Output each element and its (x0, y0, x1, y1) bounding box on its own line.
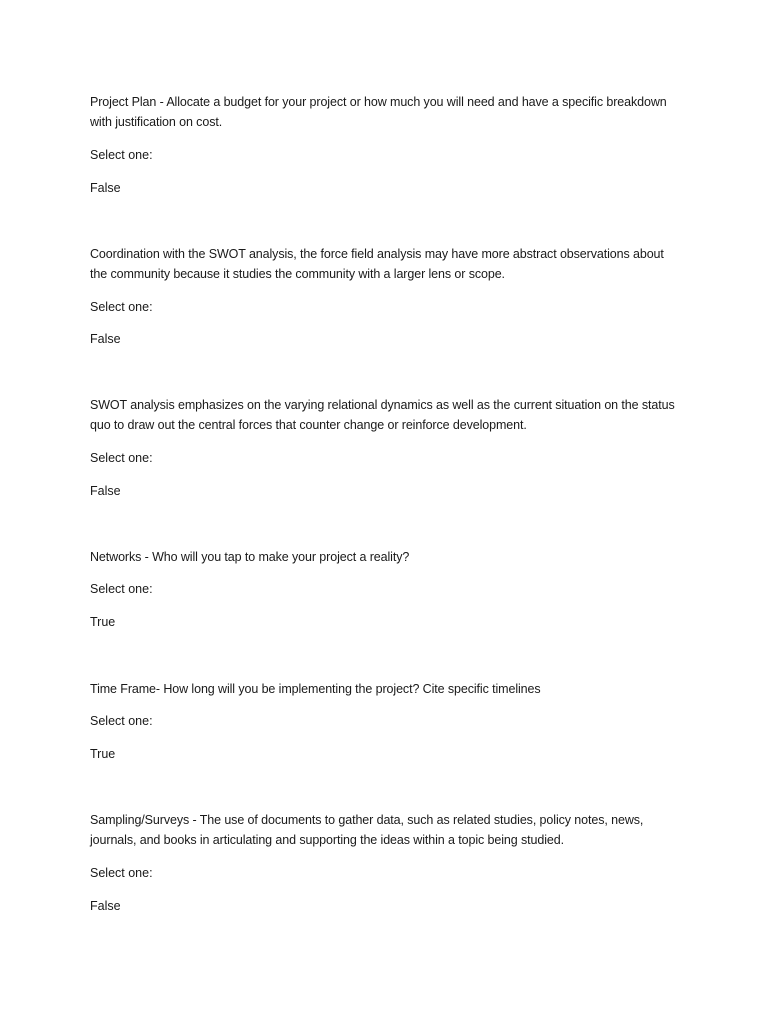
question-block (90, 810, 680, 913)
answer-text: False (90, 181, 121, 195)
answer-text: True (90, 747, 116, 761)
answer-text: True (90, 615, 116, 629)
select-one-label: Select one: (90, 866, 153, 880)
question-block (90, 679, 680, 761)
select-one-label: Select one: (90, 148, 153, 162)
select-one-label: Select one: (90, 582, 153, 596)
question-block (90, 92, 680, 195)
question-block (90, 547, 680, 629)
select-one-label: Select one: (90, 300, 153, 314)
answer-text: False (90, 899, 121, 913)
question-text: Networks - Who will you tap to make your project a reality? (90, 550, 410, 564)
answer-text: False (90, 484, 121, 498)
answer-text: False (90, 332, 121, 346)
select-one-label: Select one: (90, 451, 153, 465)
question-text: Project Plan - Allocate a budget for your project or how much you will need and have a specific breakdown with justification on cost. (90, 95, 667, 129)
question-text: Sampling/Surveys - The use of documents to gather data, such as related studies, policy notes, news, journals, and books in articulating and supporting the ideas within a topic being studied. (90, 813, 644, 847)
question-text: Time Frame- How long will you be implementing the project? Cite specific timelines (90, 682, 541, 696)
select-one-label: Select one: (90, 714, 153, 728)
question-block (90, 244, 680, 346)
question-block (90, 395, 680, 498)
question-text: Coordination with the SWOT analysis, the force field analysis may have more abstract observations about the community because it studies the community with a larger lens or scope. (90, 247, 664, 281)
question-text: SWOT analysis emphasizes on the varying relational dynamics as well as the current situation on the status quo to draw out the central forces that counter change or reinforce development. (90, 398, 675, 432)
